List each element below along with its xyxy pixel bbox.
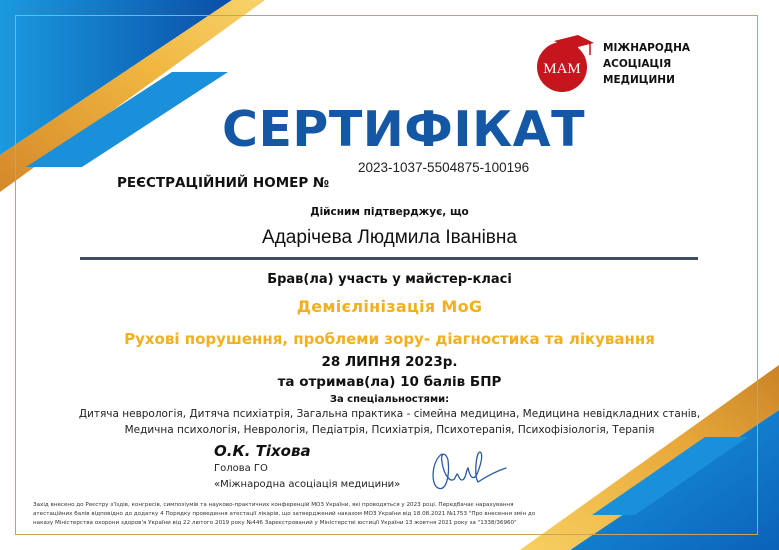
footer-line-3: наказу Міністерства охорони здоров'я України від 22 лютого 2019 року №446 Зареєстрований у Міністерстві юстиції України 13 жовтня 2021 року за "1338/36960" bbox=[33, 520, 517, 526]
footer-line-1: Захід внесено до Реєстру з'їздів, конгресів, симпозіумів та науково-практичних конференцій МОЗ України, які проводяться у 2023 році. Передбачає нарахування bbox=[33, 502, 514, 508]
org-name-line-1: МІЖНАРОДНА bbox=[603, 42, 691, 54]
certificate-title: СЕРТИФІКАТ bbox=[222, 101, 586, 158]
footer-line-2: атестаційних балів відповідно до додатку 4 Порядку проведення атестації лікарів, що затверджений наказом МОЗ України від 18.08.2021 №1753 "Про внесення змін до bbox=[33, 511, 536, 517]
legal-footer bbox=[33, 501, 593, 528]
points-awarded: та отримав(ла) 10 балів БПР bbox=[277, 374, 502, 390]
org-name-line-2: АСОЦІАЦІЯ bbox=[603, 58, 672, 70]
registration-label: РЕЄСТРАЦІЙНИЙ НОМЕР № bbox=[117, 175, 330, 191]
masterclass-topic: Демієлінізація MoG bbox=[296, 297, 483, 316]
masterclass-subtitle: Рухові порушення, проблеми зору- діагностика та лікування bbox=[124, 330, 655, 348]
registration-number: 2023-1037-5504875-100196 bbox=[358, 160, 530, 175]
confirm-text: Дійсним підтверджує, що bbox=[310, 206, 469, 218]
name-divider bbox=[80, 257, 698, 260]
org-name-line-3: МЕДИЦИНИ bbox=[603, 74, 675, 86]
signatory-role: Голова ГО bbox=[214, 463, 268, 474]
recipient-name: Адарічева Людмила Іванівна bbox=[262, 227, 517, 248]
participation-text: Брав(ла) участь у майстер-класі bbox=[267, 272, 512, 287]
signature-icon bbox=[428, 446, 508, 494]
organization-name bbox=[603, 40, 690, 88]
signatory-organization: «Міжнародна асоціація медицини» bbox=[214, 479, 401, 490]
logo-text: MAM bbox=[543, 61, 581, 77]
specialties-line-1: Дитяча неврологія, Дитяча психіатрія, Загальна практика - сімейна медицина, Медицина невідкладних станів, bbox=[78, 408, 701, 420]
signatory-name: О.К. Тіхова bbox=[214, 442, 311, 460]
event-date: 28 ЛИПНЯ 2023р. bbox=[321, 354, 458, 370]
mam-logo-icon bbox=[534, 31, 596, 93]
specialties-label: За спеціальностями: bbox=[329, 394, 450, 405]
specialties-line-2: Медична психологія, Неврологія, Педіатрія, Психіатрія, Психотерапія, Психофізіологія, Терапія bbox=[124, 424, 655, 436]
